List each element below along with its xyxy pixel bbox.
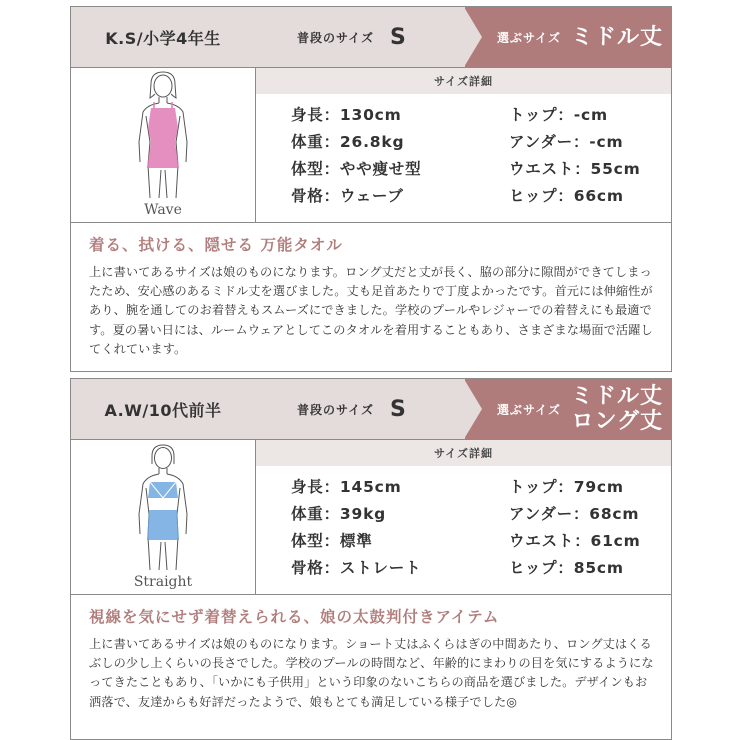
chosen-size-line: ミドル丈 (571, 24, 664, 50)
stat-skeleton: 骨格：ストレート (291, 559, 422, 577)
size-detail-bar: サイズ詳細 (256, 440, 671, 466)
girl-figure-icon (123, 70, 203, 200)
card-header (71, 379, 671, 439)
stat-height: 身長：145cm (291, 478, 402, 496)
stat-under: アンダー：-cm (509, 133, 624, 151)
arrow-icon (464, 379, 482, 439)
chosen-size-label: 選ぶサイズ (497, 402, 562, 417)
arrow-icon (464, 7, 482, 67)
review-card-2 (70, 378, 672, 740)
chosen-size-line: ロング丈 (571, 409, 664, 434)
usual-size-label: 普段のサイズ (297, 30, 375, 45)
review-body: 上に書いてあるサイズは娘のものになります。ロング丈だと丈が長く、脇の部分に隙間ができてしまったため、安心感のあるミドル丈を選びました。丈も足首あたりで丁度よかったです。首元には伸縮性があり、腕を通してのお着替えもスムーズにできました。学校のプールやレジャーでの着替えにも最適です。夏の暑い日には、ルームウェアとしてこのタオルを着用することもあり、さまざまな場面で活躍してくれています。 (89, 265, 653, 356)
card-header (71, 7, 671, 67)
stat-top: トップ：-cm (509, 106, 608, 124)
stat-build: 体型：標準 (291, 532, 373, 550)
body-figure (71, 440, 255, 594)
stat-hip: ヒップ：66cm (509, 187, 624, 205)
stat-hip: ヒップ：85cm (509, 559, 624, 577)
reviewer-name: K.S/小学4年生 (71, 7, 255, 67)
chosen-size (465, 7, 671, 67)
usual-size (255, 379, 465, 439)
stat-build: 体型：やや痩せ型 (291, 160, 422, 178)
review-title: 着る、拭ける、隠せる 万能タオル (89, 236, 343, 254)
body-figure (71, 68, 255, 222)
review-body: 上に書いてあるサイズは娘のものになります。ショート丈はふくらはぎの中間あたり、ロング丈はくるぶしの少し上くらいの長さでした。学校のプールの時間など、年齢的にまわりの目を気にするようになってきたこともあり、「いかにも子供用」という印象のないこちらの商品を選びました。デザインもお洒落で、友達からも好評だったようで、娘もとても満足している様子でした◎ (89, 637, 654, 709)
size-stats (291, 105, 671, 207)
chosen-size (465, 379, 671, 439)
usual-size-value: S (390, 24, 406, 50)
chosen-size-value (571, 25, 663, 50)
stat-waist: ウエスト：61cm (509, 532, 641, 550)
stat-waist: ウエスト：55cm (509, 160, 641, 178)
chosen-size-label: 選ぶサイズ (497, 30, 562, 45)
stat-skeleton: 骨格：ウェーブ (291, 187, 404, 205)
review-title: 視線を気にせず着替えられる、娘の太鼓判付きアイテム (89, 608, 500, 626)
reviewer-name: A.W/10代前半 (71, 379, 255, 439)
review-card-1 (70, 6, 672, 372)
stat-weight: 体重：26.8kg (291, 133, 405, 151)
body-type-label: Straight (133, 574, 193, 590)
stat-weight: 体重：39kg (291, 505, 387, 523)
size-stats (291, 477, 671, 579)
usual-size (255, 7, 465, 67)
body-type-label: Wave (144, 202, 182, 218)
chosen-size-value (571, 384, 663, 434)
stat-height: 身長：130cm (291, 106, 402, 124)
stat-under: アンダー：68cm (509, 505, 640, 523)
stat-top: トップ：79cm (509, 478, 624, 496)
usual-size-value: S (390, 396, 406, 422)
usual-size-label: 普段のサイズ (297, 402, 375, 417)
size-detail-bar: サイズ詳細 (256, 68, 671, 94)
girl-figure-icon (123, 442, 203, 572)
chosen-size-line: ミドル丈 (571, 384, 664, 409)
